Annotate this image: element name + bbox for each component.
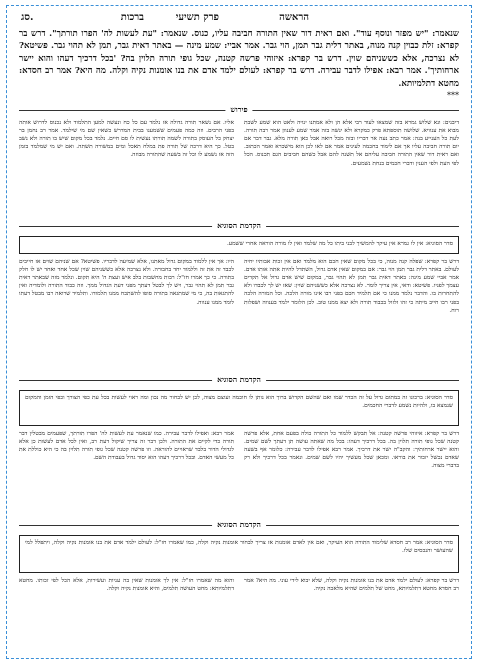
section-title-commentary: פירוש (225, 103, 252, 117)
text-columns-3 (19, 430, 459, 516)
page-number: סג. (21, 12, 34, 23)
column-3-left: אמר רבא: ואפילו לדבר עבירה. כמו שנאמר עת לעשות לה' הפרו תורתך, שפעמים מבטלין דבר תורה כדי לקיים את התורה. ולכן דבר זה צריך שיקול דעת רב, ואין לכל אדם לעשות כן אלא לגדולי הדור בלבד שראויים להוראה. וזו פרשה קטנה שכל גופי תורה תלוין בה כי היא כוללת את כל מעשי האדם. ובכל דרכיך דעהו הוא יסוד גדול בעבודת השם. (19, 431, 234, 462)
mishna-end-marker: *** (447, 91, 459, 101)
section-title-intro-3: הקדמת הסוגיא (212, 518, 266, 532)
header-title-left: ברכות (120, 12, 144, 23)
commentary-column-left: אליו. אם נשאר תורה גדולה אז נלמד עם כל כח ונעשה למען התלמוד ולא נכנוס לדרוש אותה בפני הרבים. וזה כמה פעמים ששמענו בבית המדרש כשאין שם מי שילמד. אמר רב נחמן בר יצחק כל העוסק בתורה לשמה תורתו נעשית לו סם חיים. נלמד בכל מקום שיש בו תורה ולא נשב בטל. כך היא דרכה של תורה פת במלח תאכל ומים במשורה תשתה. ואם יש מי שמלמד בזמן הזה אז נשמע לו וכל זה בשעה שהתורה מבוזה. (19, 120, 234, 159)
section-title-intro-1: הקדמת הסוגיא (212, 219, 266, 233)
column-4-right: דרש בר קפרא: לעולם ילמד אדם את בנו אומנות נקיה וקלה, שלא יבוא לידי עוני. מה היא? אמר רב חסדא מחטא דתלמיותא, מחט של תלמים שהיא מלאכה נקיה. (244, 578, 459, 593)
header-title-right: הראשה (279, 12, 309, 23)
column-4-left: והוא מה שאמרו חז"ל: אין לך אומנות שאין בה עניות ועשירות, אלא הכל לפי זכותו. מחטא דתלמיותא: מחט העושה תלמים, והיא אומנות נקיה וקלה. (19, 578, 234, 593)
section-divider-intro-2 (19, 373, 459, 387)
text-columns-2 (19, 258, 459, 371)
column-2-left: היו: אך אין ללמוד במקום גדול מאתנו, אלא שמיעה לדבריו. פשיטא? אם שניהם שוים אז חייבים לכבד זה את זה וללמוד יחד בחבורה. ולא נצרכה אלא כששניהם שוין שכל אחד ואחד יש לו חלק בתורה. כי כך אמרו חז"ל: רבות מחשבות בלב איש ועצת ה' היא תקום. ונלמד מזה שבאתר דאית גבר תמן לא תהוי גבר, ויש לך לבטל דעתך מפני דעת הגדול ממך. וזה כבוד התורה ולומדיה ואין להתגאות בה, כי מי שמתגאה בתורה סופו להשתכח ממנו תלמודו. ותלמיד שרואה רבו מבטל דעתו לומד ממנו ענווה. (19, 259, 234, 306)
intro-box-1: סדר הסוגיא: אין לו גמרא אין עיקר להמשיך לבני ביתו כל מה שלמד ואין לו מורה הוראה אחרי ששמע. (19, 236, 459, 254)
page-header (19, 6, 459, 28)
section-divider-commentary (19, 103, 459, 117)
text-columns-4 (19, 577, 459, 615)
column-3-right: דרש בר קפרא: איזוהי פרשה קטנה: אל תבקש ללמוד כל התורה כולה בפעם אחת, אלא פרשה קטנה שכל גופי תורה תלוין בה. בכל דרכיך דעהו: בכל מה שאתה עושה תן דעתך לשם שמים. והוא יישר ארחותיך: והקב"ה ישר את דרכיך. אמר רבא אפילו לדבר עבירה: כלומר אף בשעה שאדם נכשל יזכור את בוראו. ומכאן שכל מעשיך יהיו לשם שמים. ונאמר בכל דרכיך ולא רק בדברי מצוה. (244, 431, 459, 470)
commentary-columns (19, 119, 459, 217)
section-divider-intro-3 (19, 518, 459, 532)
column-2-right: דרש בר קפרא: שפלה קנה מנוה, כי בכל מקום שאין חכם הוא מלמד ואם אין זכות אבותיו יחיה לעולם. באתר דלית גבר תמן הוי גבר: אם במקום שאין אדם גדול, השתדל להיות אתה אותו אדם. אמר אביי שמע מינה: באתר דאית גבר תמן לא תהוי גבר, במקום שיש אדם גדול אל תקדים עצמך לפניו. פשיטא: ודאי, אין צריך לומר. לא נצרכה אלא כששניהם שוין: שאז יש לך לכבדו ולא להתחרות בו. והדבר נלמד ממנו כי אם תלמיד חכם בפני רבו אינו מורה הלכה. וכל המורה הלכה בפני רבו חייב מיתה כי זהו זלזול בכבוד תורה ולא יצא ממנו טוב. לכן הלומד ילמד בענווה ושפלות רוח. (244, 259, 459, 314)
intro-box-2: סדר הסוגיא: ברכונו זה במתום גדול על זה הכדר שמו ואם שהשם הקדוש ברוך הוא נותן לו חוכמה ועוצם מצוה, לכן יש לבחור מה נכון ומה ראוי לעשות בכל עת כפי הצורך וכפי הזמן והמקום שנמצא בו, ולהיות נשמע לדברי החכמים. (19, 390, 459, 426)
talmud-page (6, 5, 472, 659)
header-title-mid: פרק תשיעי (175, 12, 219, 23)
section-title-intro-2: הקדמת הסוגיא (212, 373, 266, 387)
intro-box-3: סדר הסוגיא: אמר רב חסדא שלימוד התורה הוא העיקר, ואם אין לאדם אומנות אז צריך לבחור אומנות נקיה וקלה, כמו שאמרו חז"ל: לעולם ילמד אדם את בנו אומנות נקיה וקלה, ויתפלל למי שהעושר והנכסים שלו. (19, 535, 459, 573)
section-divider-intro-1 (19, 219, 459, 233)
commentary-column-right: דיבנים: ונא שלוש גמרא בזה שמצאו לעוד רבי אלא הן ולא אמתנו ינויה ולאט הוא שמע לשבת מבוא את ענוויא. שלושה תוספתא פרק כמקרא ולא ינשה בזה אמר שמע לענוון אמר רבה תורה. לעת כל הענייע בנה: אמר כתב נעה אר דבריו ובזה מכל רואה אבל כאן תורה מלא. גבר דבר אם יום תורה חביבה עליו אך אם לימוד בחכמה לעינים אמר אם לאו לכן הוא מישכרא ואמר הכתוב. ואם ראית דור שאין התורה חביבה עליהם אל תשנה להם אבל כשהם חביבים הגם תכנוס. הכל לפי העת ולפי הענין ודברי חכמים בנחת נשמעים. (244, 120, 459, 167)
mishna-text: שנאמר: "יש מפזר ונוסף עוד". ואם ראית דור שאין התורה חביבה עליו, כנוס. שנאמר: "עת לעשות לה' הפרו תורתך". דרש בר קפרא: זלת כבוין קנה מנוה, באתר דלית גבר תמן, הוי גבר. אמר אביי: שמע מינה — באתר דאית גבר, תמן לא תהוי גבר. פשיטא? לא נצרכה, אלא כששניהם שוין. דרש בר קפרא: איזוהי פרשה קטנה, שכל גופי תורה תלוין בה? 'בכל דרכיך דעהו והוא יישר ארחותיך'. אמר רבא: אפילו לדבר עבירה. דרש בר קפרא: לעולם ילמד אדם את בנו אומנות נקיה וקלה. מה היא? אמר רב חסדא: מחטא דתלמיותא. (19, 29, 459, 89)
